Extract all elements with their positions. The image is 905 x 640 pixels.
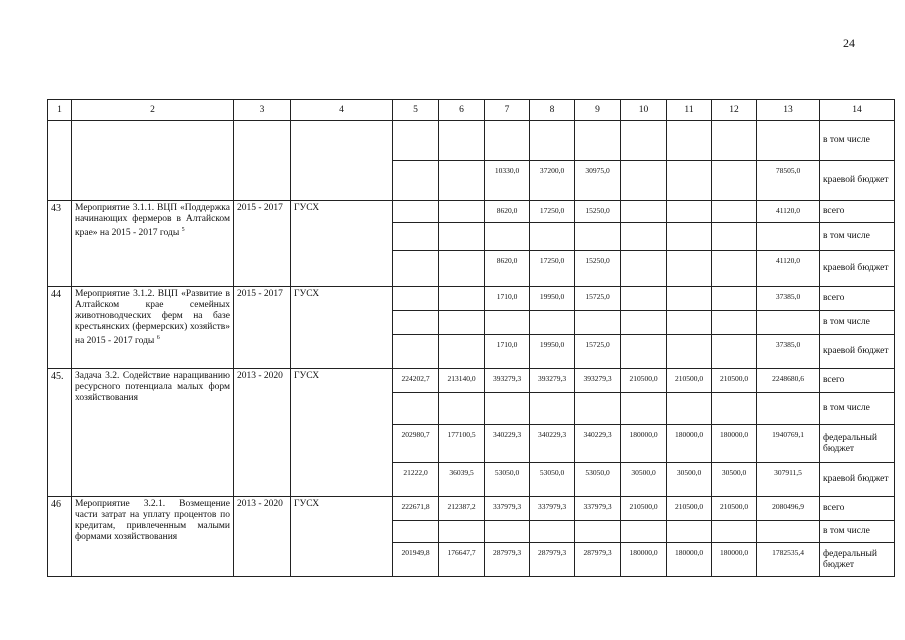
value-cell — [712, 161, 757, 201]
value-cell — [485, 393, 530, 425]
value-cell — [393, 521, 439, 543]
funding-type: краевой бюджет — [820, 463, 895, 497]
header-cell: 8 — [530, 100, 575, 121]
row-executor: ГУСХ — [291, 369, 393, 497]
value-cell — [393, 161, 439, 201]
value-cell — [439, 121, 485, 161]
value-cell — [667, 393, 712, 425]
value-cell — [393, 201, 439, 223]
value-cell — [530, 521, 575, 543]
funding-type: федеральный бюджет — [820, 425, 895, 463]
header-cell: 4 — [291, 100, 393, 121]
value-cell: 210500,0 — [667, 497, 712, 521]
value-cell: 19950,0 — [530, 287, 575, 311]
row-index: 43 — [48, 201, 72, 287]
value-cell: 21222,0 — [393, 463, 439, 497]
header-cell: 10 — [621, 100, 667, 121]
value-cell: 287979,3 — [575, 543, 621, 577]
funding-type: в том числе — [820, 223, 895, 251]
funding-type: всего — [820, 497, 895, 521]
header-row — [48, 100, 895, 121]
value-cell — [667, 287, 712, 311]
value-cell: 337979,3 — [485, 497, 530, 521]
value-cell: 180000,0 — [621, 425, 667, 463]
value-cell: 30500,0 — [712, 463, 757, 497]
row-description: Задача 3.2. Содействие наращиванию ресурсного потенциала малых форм хозяйствования — [72, 369, 234, 497]
funding-type: федеральный бюджет — [820, 543, 895, 577]
value-cell — [439, 393, 485, 425]
value-cell — [575, 521, 621, 543]
value-cell — [712, 287, 757, 311]
description-text: Мероприятие 3.1.2. ВЦП «Развитие в Алтайском крае семейных животноводческих ферм на базе крестьянских (фермерских) хозяйств» на 2015 - 2017 годы — [75, 289, 230, 347]
value-cell: 201949,8 — [393, 543, 439, 577]
value-cell: 78505,0 — [757, 161, 820, 201]
value-cell — [712, 521, 757, 543]
value-cell — [712, 311, 757, 335]
row-years: 2015 - 2017 — [234, 287, 291, 369]
table-row — [48, 287, 895, 311]
value-cell — [575, 223, 621, 251]
value-cell — [621, 251, 667, 287]
funding-type: краевой бюджет — [820, 161, 895, 201]
value-cell: 30500,0 — [667, 463, 712, 497]
value-cell — [757, 521, 820, 543]
table-row — [48, 497, 895, 521]
value-cell: 53050,0 — [485, 463, 530, 497]
value-cell: 1782535,4 — [757, 543, 820, 577]
value-cell: 41120,0 — [757, 251, 820, 287]
row-years: 2015 - 2017 — [234, 201, 291, 287]
value-cell: 19950,0 — [530, 335, 575, 369]
value-cell: 337979,3 — [575, 497, 621, 521]
value-cell — [667, 223, 712, 251]
value-cell: 307911,5 — [757, 463, 820, 497]
value-cell — [575, 121, 621, 161]
header-cell: 1 — [48, 100, 72, 121]
header-cell: 3 — [234, 100, 291, 121]
funding-type: в том числе — [820, 121, 895, 161]
value-cell: 8620,0 — [485, 201, 530, 223]
table-row — [48, 121, 895, 161]
value-cell: 180000,0 — [667, 425, 712, 463]
funding-type: всего — [820, 369, 895, 393]
value-cell: 213140,0 — [439, 369, 485, 393]
value-cell: 15250,0 — [575, 251, 621, 287]
row-description — [72, 287, 234, 369]
table-row — [48, 201, 895, 223]
value-cell — [667, 201, 712, 223]
header-cell: 9 — [575, 100, 621, 121]
value-cell — [621, 287, 667, 311]
value-cell — [439, 161, 485, 201]
value-cell — [439, 311, 485, 335]
value-cell — [621, 311, 667, 335]
value-cell — [530, 223, 575, 251]
row-executor: ГУСХ — [291, 201, 393, 287]
value-cell: 337979,3 — [530, 497, 575, 521]
row-years: 2013 - 2020 — [234, 369, 291, 497]
value-cell — [757, 121, 820, 161]
value-cell — [530, 311, 575, 335]
value-cell: 210500,0 — [621, 369, 667, 393]
value-cell: 210500,0 — [712, 369, 757, 393]
value-cell — [393, 393, 439, 425]
value-cell — [621, 521, 667, 543]
value-cell — [621, 223, 667, 251]
header-cell: 5 — [393, 100, 439, 121]
value-cell — [575, 311, 621, 335]
value-cell: 41120,0 — [757, 201, 820, 223]
value-cell: 30500,0 — [621, 463, 667, 497]
value-cell: 53050,0 — [530, 463, 575, 497]
value-cell — [712, 121, 757, 161]
value-cell: 37385,0 — [757, 287, 820, 311]
value-cell: 340229,3 — [530, 425, 575, 463]
value-cell — [393, 311, 439, 335]
value-cell — [485, 311, 530, 335]
value-cell — [667, 311, 712, 335]
budget-table — [47, 99, 895, 577]
value-cell: 180000,0 — [621, 543, 667, 577]
value-cell: 15250,0 — [575, 201, 621, 223]
row-description — [72, 201, 234, 287]
header-cell: 7 — [485, 100, 530, 121]
row-index — [48, 121, 72, 201]
value-cell: 17250,0 — [530, 251, 575, 287]
value-cell — [439, 251, 485, 287]
value-cell: 53050,0 — [575, 463, 621, 497]
value-cell — [757, 311, 820, 335]
value-cell — [439, 335, 485, 369]
value-cell: 10330,0 — [485, 161, 530, 201]
row-years — [234, 121, 291, 201]
description-text: Мероприятие 3.1.1. ВЦП «Поддержка начинающих фермеров в Алтайском крае» на 2015 - 2017 годы — [75, 203, 230, 239]
value-cell — [712, 393, 757, 425]
row-index: 46 — [48, 497, 72, 577]
value-cell — [393, 121, 439, 161]
value-cell: 393279,3 — [530, 369, 575, 393]
value-cell: 2248680,6 — [757, 369, 820, 393]
value-cell: 393279,3 — [575, 369, 621, 393]
value-cell: 180000,0 — [712, 425, 757, 463]
value-cell — [712, 251, 757, 287]
value-cell: 287979,3 — [485, 543, 530, 577]
value-cell — [393, 287, 439, 311]
value-cell — [667, 521, 712, 543]
value-cell — [757, 223, 820, 251]
header-cell: 14 — [820, 100, 895, 121]
header-cell: 2 — [72, 100, 234, 121]
value-cell — [485, 223, 530, 251]
row-years: 2013 - 2020 — [234, 497, 291, 577]
funding-type: в том числе — [820, 311, 895, 335]
funding-type: всего — [820, 287, 895, 311]
header-cell: 12 — [712, 100, 757, 121]
funding-type: всего — [820, 201, 895, 223]
value-cell — [667, 121, 712, 161]
value-cell: 1940769,1 — [757, 425, 820, 463]
value-cell: 340229,3 — [485, 425, 530, 463]
row-executor — [291, 121, 393, 201]
row-index: 45. — [48, 369, 72, 497]
funding-type: краевой бюджет — [820, 335, 895, 369]
value-cell — [439, 201, 485, 223]
value-cell: 17250,0 — [530, 201, 575, 223]
value-cell: 340229,3 — [575, 425, 621, 463]
value-cell — [667, 251, 712, 287]
value-cell — [712, 223, 757, 251]
value-cell — [439, 521, 485, 543]
value-cell: 212387,2 — [439, 497, 485, 521]
value-cell: 287979,3 — [530, 543, 575, 577]
value-cell — [621, 161, 667, 201]
value-cell: 222671,8 — [393, 497, 439, 521]
value-cell — [393, 335, 439, 369]
value-cell: 224202,7 — [393, 369, 439, 393]
funding-type: в том числе — [820, 521, 895, 543]
row-description: Мероприятие 3.2.1. Возмещение части затрат на уплату процентов по кредитам, привлеченным малыми формами хозяйствования — [72, 497, 234, 577]
value-cell — [621, 335, 667, 369]
value-cell: 2080496,9 — [757, 497, 820, 521]
row-executor: ГУСХ — [291, 497, 393, 577]
value-cell: 210500,0 — [712, 497, 757, 521]
row-index: 44 — [48, 287, 72, 369]
value-cell: 202980,7 — [393, 425, 439, 463]
value-cell: 8620,0 — [485, 251, 530, 287]
value-cell — [393, 223, 439, 251]
footnote-mark: 6 — [156, 335, 160, 341]
value-cell — [712, 335, 757, 369]
value-cell — [530, 393, 575, 425]
value-cell — [621, 201, 667, 223]
value-cell — [575, 393, 621, 425]
value-cell: 1710,0 — [485, 335, 530, 369]
value-cell: 37200,0 — [530, 161, 575, 201]
value-cell — [439, 223, 485, 251]
value-cell — [757, 393, 820, 425]
funding-type: краевой бюджет — [820, 251, 895, 287]
value-cell — [621, 121, 667, 161]
value-cell: 1710,0 — [485, 287, 530, 311]
value-cell — [667, 161, 712, 201]
value-cell: 15725,0 — [575, 287, 621, 311]
value-cell: 177100,5 — [439, 425, 485, 463]
funding-type: в том числе — [820, 393, 895, 425]
page-number: 24 — [843, 36, 855, 50]
value-cell: 36039,5 — [439, 463, 485, 497]
value-cell — [393, 251, 439, 287]
row-executor: ГУСХ — [291, 287, 393, 369]
footnote-mark: 5 — [181, 227, 185, 233]
value-cell — [439, 287, 485, 311]
row-description — [72, 121, 234, 201]
value-cell: 393279,3 — [485, 369, 530, 393]
value-cell: 37385,0 — [757, 335, 820, 369]
value-cell — [667, 335, 712, 369]
value-cell: 30975,0 — [575, 161, 621, 201]
value-cell — [485, 521, 530, 543]
value-cell: 180000,0 — [712, 543, 757, 577]
header-cell: 11 — [667, 100, 712, 121]
header-cell: 6 — [439, 100, 485, 121]
value-cell: 210500,0 — [621, 497, 667, 521]
value-cell — [712, 201, 757, 223]
value-cell — [485, 121, 530, 161]
value-cell — [621, 393, 667, 425]
value-cell: 176647,7 — [439, 543, 485, 577]
value-cell: 210500,0 — [667, 369, 712, 393]
value-cell: 180000,0 — [667, 543, 712, 577]
header-cell: 13 — [757, 100, 820, 121]
table-row — [48, 369, 895, 393]
value-cell: 15725,0 — [575, 335, 621, 369]
value-cell — [530, 121, 575, 161]
